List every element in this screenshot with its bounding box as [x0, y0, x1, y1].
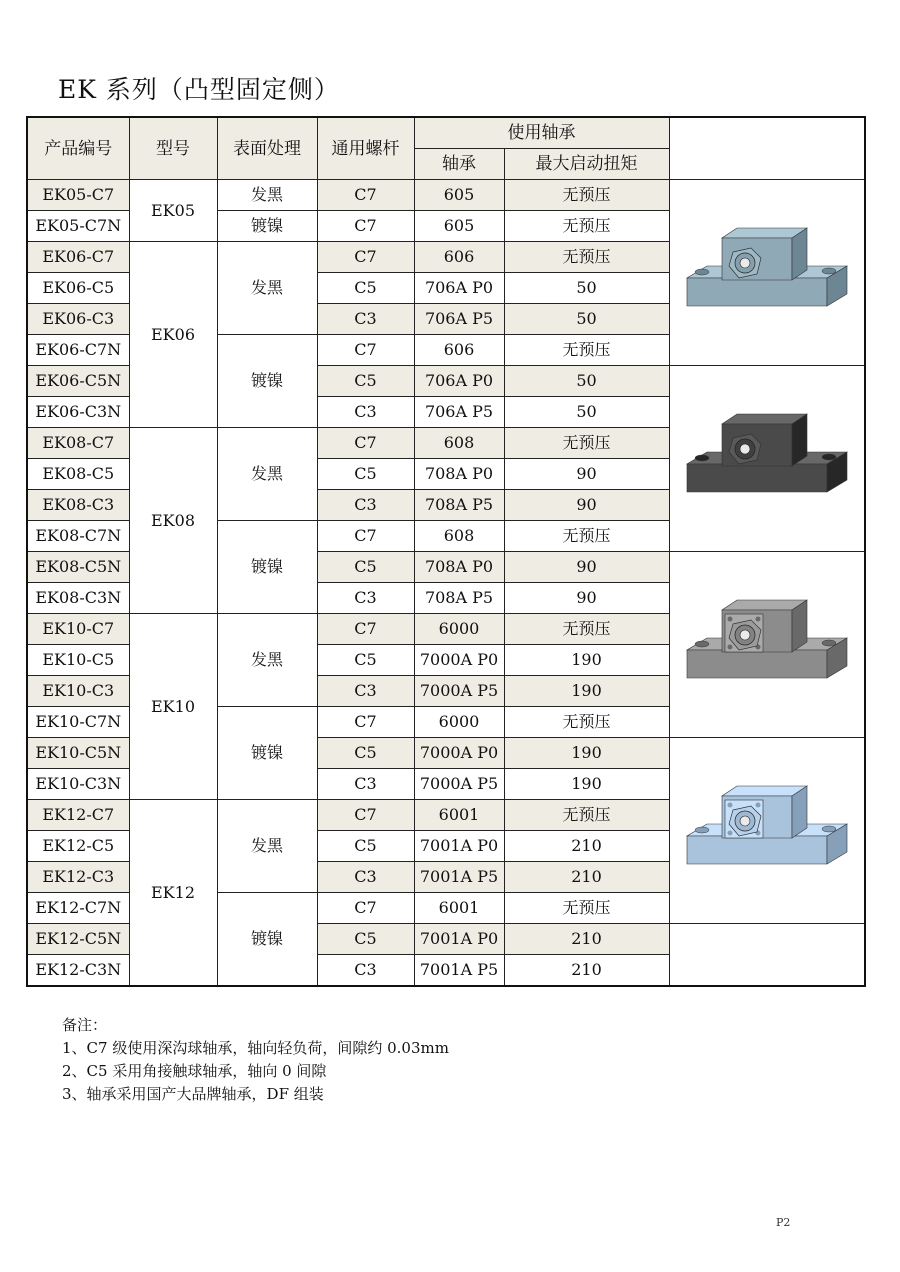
- photo-cell-ek05: [669, 117, 865, 180]
- surface-finish-cell: 发黑: [217, 800, 317, 893]
- product-code-cell: EK08-C7: [27, 428, 129, 459]
- screw-grade-cell: C3: [317, 862, 414, 893]
- screw-grade-cell: C3: [317, 676, 414, 707]
- product-code-cell: EK05-C7: [27, 180, 129, 211]
- screw-grade-cell: C5: [317, 738, 414, 769]
- model-cell: EK05: [129, 180, 217, 242]
- bearing-cell: 6000: [414, 707, 504, 738]
- screw-grade-cell: C5: [317, 924, 414, 955]
- product-code-cell: EK12-C3N: [27, 955, 129, 987]
- screw-grade-cell: C5: [317, 273, 414, 304]
- bearing-cell: 7000A P5: [414, 769, 504, 800]
- product-code-cell: EK08-C3: [27, 490, 129, 521]
- torque-cell: 无预压: [504, 335, 669, 366]
- screw-grade-cell: C5: [317, 366, 414, 397]
- product-code-cell: EK06-C3N: [27, 397, 129, 428]
- product-code-cell: EK10-C7: [27, 614, 129, 645]
- notes-section: [62, 1014, 449, 1106]
- header-model: 型号: [129, 117, 217, 180]
- product-code-cell: EK06-C7: [27, 242, 129, 273]
- product-code-cell: EK10-C7N: [27, 707, 129, 738]
- page-title: EK 系列（凸型固定侧）: [58, 75, 340, 104]
- torque-cell: 90: [504, 552, 669, 583]
- screw-grade-cell: C7: [317, 428, 414, 459]
- ek12-bearing-support-image: [669, 738, 865, 924]
- product-code-cell: EK08-C7N: [27, 521, 129, 552]
- bearing-cell: 706A P0: [414, 366, 504, 397]
- note-item: 2、C5 采用角接触球轴承，轴向 0 间隙: [62, 1062, 327, 1080]
- bearing-cell: 708A P5: [414, 490, 504, 521]
- model-cell: EK10: [129, 614, 217, 800]
- torque-cell: 50: [504, 273, 669, 304]
- screw-grade-cell: C7: [317, 893, 414, 924]
- bearing-cell: 7001A P5: [414, 862, 504, 893]
- torque-cell: 90: [504, 583, 669, 614]
- surface-finish-cell: 发黑: [217, 428, 317, 521]
- surface-finish-cell: 镀镍: [217, 893, 317, 987]
- torque-cell: 210: [504, 862, 669, 893]
- product-code-cell: EK05-C7N: [27, 211, 129, 242]
- product-code-cell: EK12-C5: [27, 831, 129, 862]
- screw-grade-cell: C7: [317, 800, 414, 831]
- bearing-cell: 706A P0: [414, 273, 504, 304]
- bearing-cell: 6001: [414, 893, 504, 924]
- screw-grade-cell: C3: [317, 769, 414, 800]
- torque-cell: 无预压: [504, 893, 669, 924]
- bearing-cell: 608: [414, 521, 504, 552]
- screw-grade-cell: C3: [317, 490, 414, 521]
- bearing-cell: 7000A P0: [414, 645, 504, 676]
- product-code-cell: EK10-C3N: [27, 769, 129, 800]
- product-code-cell: EK08-C5: [27, 459, 129, 490]
- header-screw: 通用螺杆: [317, 117, 414, 180]
- product-code-cell: EK12-C7: [27, 800, 129, 831]
- bearing-cell: 708A P0: [414, 552, 504, 583]
- bearing-cell: 605: [414, 211, 504, 242]
- notes-heading: 备注：: [62, 1016, 108, 1034]
- screw-grade-cell: C7: [317, 211, 414, 242]
- bearing-cell: 7000A P5: [414, 676, 504, 707]
- header-bearing: 轴承: [414, 149, 504, 180]
- product-code-cell: EK08-C3N: [27, 583, 129, 614]
- torque-cell: 无预压: [504, 180, 669, 211]
- surface-finish-cell: 镀镍: [217, 335, 317, 428]
- screw-grade-cell: C7: [317, 335, 414, 366]
- torque-cell: 210: [504, 831, 669, 862]
- product-code-cell: EK06-C5: [27, 273, 129, 304]
- screw-grade-cell: C5: [317, 645, 414, 676]
- ek10-bearing-support-image: [669, 552, 865, 738]
- torque-cell: 无预压: [504, 211, 669, 242]
- bearing-cell: 608: [414, 428, 504, 459]
- product-code-cell: EK06-C3: [27, 304, 129, 335]
- torque-cell: 210: [504, 924, 669, 955]
- bearing-cell: 6001: [414, 800, 504, 831]
- torque-cell: 无预压: [504, 614, 669, 645]
- screw-grade-cell: C5: [317, 831, 414, 862]
- surface-finish-cell: 镀镍: [217, 707, 317, 800]
- torque-cell: 50: [504, 366, 669, 397]
- product-code-cell: EK06-C5N: [27, 366, 129, 397]
- torque-cell: 无预压: [504, 521, 669, 552]
- screw-grade-cell: C7: [317, 521, 414, 552]
- screw-grade-cell: C3: [317, 583, 414, 614]
- torque-cell: 190: [504, 676, 669, 707]
- surface-finish-cell: 镀镍: [217, 211, 317, 242]
- bearing-cell: 7001A P0: [414, 924, 504, 955]
- screw-grade-cell: C5: [317, 459, 414, 490]
- bearing-cell: 706A P5: [414, 397, 504, 428]
- screw-grade-cell: C3: [317, 397, 414, 428]
- screw-grade-cell: C3: [317, 955, 414, 987]
- model-cell: EK12: [129, 800, 217, 987]
- torque-cell: 90: [504, 490, 669, 521]
- note-item: 3、轴承采用国产大品牌轴承，DF 组装: [62, 1085, 324, 1103]
- product-code-cell: EK10-C3: [27, 676, 129, 707]
- ek06-bearing-support-image: [669, 180, 865, 366]
- screw-grade-cell: C7: [317, 180, 414, 211]
- header-product-code: 产品编号: [27, 117, 129, 180]
- torque-cell: 190: [504, 645, 669, 676]
- product-code-cell: EK08-C5N: [27, 552, 129, 583]
- header-surface: 表面处理: [217, 117, 317, 180]
- product-code-cell: EK12-C3: [27, 862, 129, 893]
- screw-grade-cell: C7: [317, 242, 414, 273]
- header-bearing-group: 使用轴承: [414, 117, 669, 149]
- screw-grade-cell: C5: [317, 552, 414, 583]
- ek08-bearing-support-image: [669, 366, 865, 552]
- product-code-cell: EK12-C5N: [27, 924, 129, 955]
- screw-grade-cell: C7: [317, 614, 414, 645]
- table-row: [27, 180, 865, 211]
- bearing-cell: 7001A P0: [414, 831, 504, 862]
- bearing-cell: 605: [414, 180, 504, 211]
- surface-finish-cell: 发黑: [217, 180, 317, 211]
- torque-cell: 50: [504, 397, 669, 428]
- bearing-cell: 606: [414, 335, 504, 366]
- bearing-cell: 6000: [414, 614, 504, 645]
- torque-cell: 无预压: [504, 707, 669, 738]
- product-code-cell: EK10-C5N: [27, 738, 129, 769]
- bearing-cell: 7001A P5: [414, 955, 504, 987]
- ek-spec-table: [26, 116, 866, 987]
- product-code-cell: EK12-C7N: [27, 893, 129, 924]
- product-code-cell: EK10-C5: [27, 645, 129, 676]
- surface-finish-cell: 镀镍: [217, 521, 317, 614]
- screw-grade-cell: C3: [317, 304, 414, 335]
- torque-cell: 190: [504, 738, 669, 769]
- bearing-cell: 708A P5: [414, 583, 504, 614]
- bearing-cell: 7000A P0: [414, 738, 504, 769]
- screw-grade-cell: C7: [317, 707, 414, 738]
- torque-cell: 50: [504, 304, 669, 335]
- torque-cell: 无预压: [504, 800, 669, 831]
- torque-cell: 210: [504, 955, 669, 987]
- surface-finish-cell: 发黑: [217, 242, 317, 335]
- surface-finish-cell: 发黑: [217, 614, 317, 707]
- page-number: P2: [776, 1216, 791, 1229]
- bearing-cell: 606: [414, 242, 504, 273]
- torque-cell: 无预压: [504, 428, 669, 459]
- bearing-cell: 706A P5: [414, 304, 504, 335]
- note-item: 1、C7 级使用深沟球轴承，轴向轻负荷，间隙约 0.03mm: [62, 1039, 449, 1057]
- torque-cell: 190: [504, 769, 669, 800]
- header-torque: 最大启动扭矩: [504, 149, 669, 180]
- bearing-cell: 708A P0: [414, 459, 504, 490]
- model-cell: EK08: [129, 428, 217, 614]
- model-cell: EK06: [129, 242, 217, 428]
- torque-cell: 无预压: [504, 242, 669, 273]
- product-code-cell: EK06-C7N: [27, 335, 129, 366]
- torque-cell: 90: [504, 459, 669, 490]
